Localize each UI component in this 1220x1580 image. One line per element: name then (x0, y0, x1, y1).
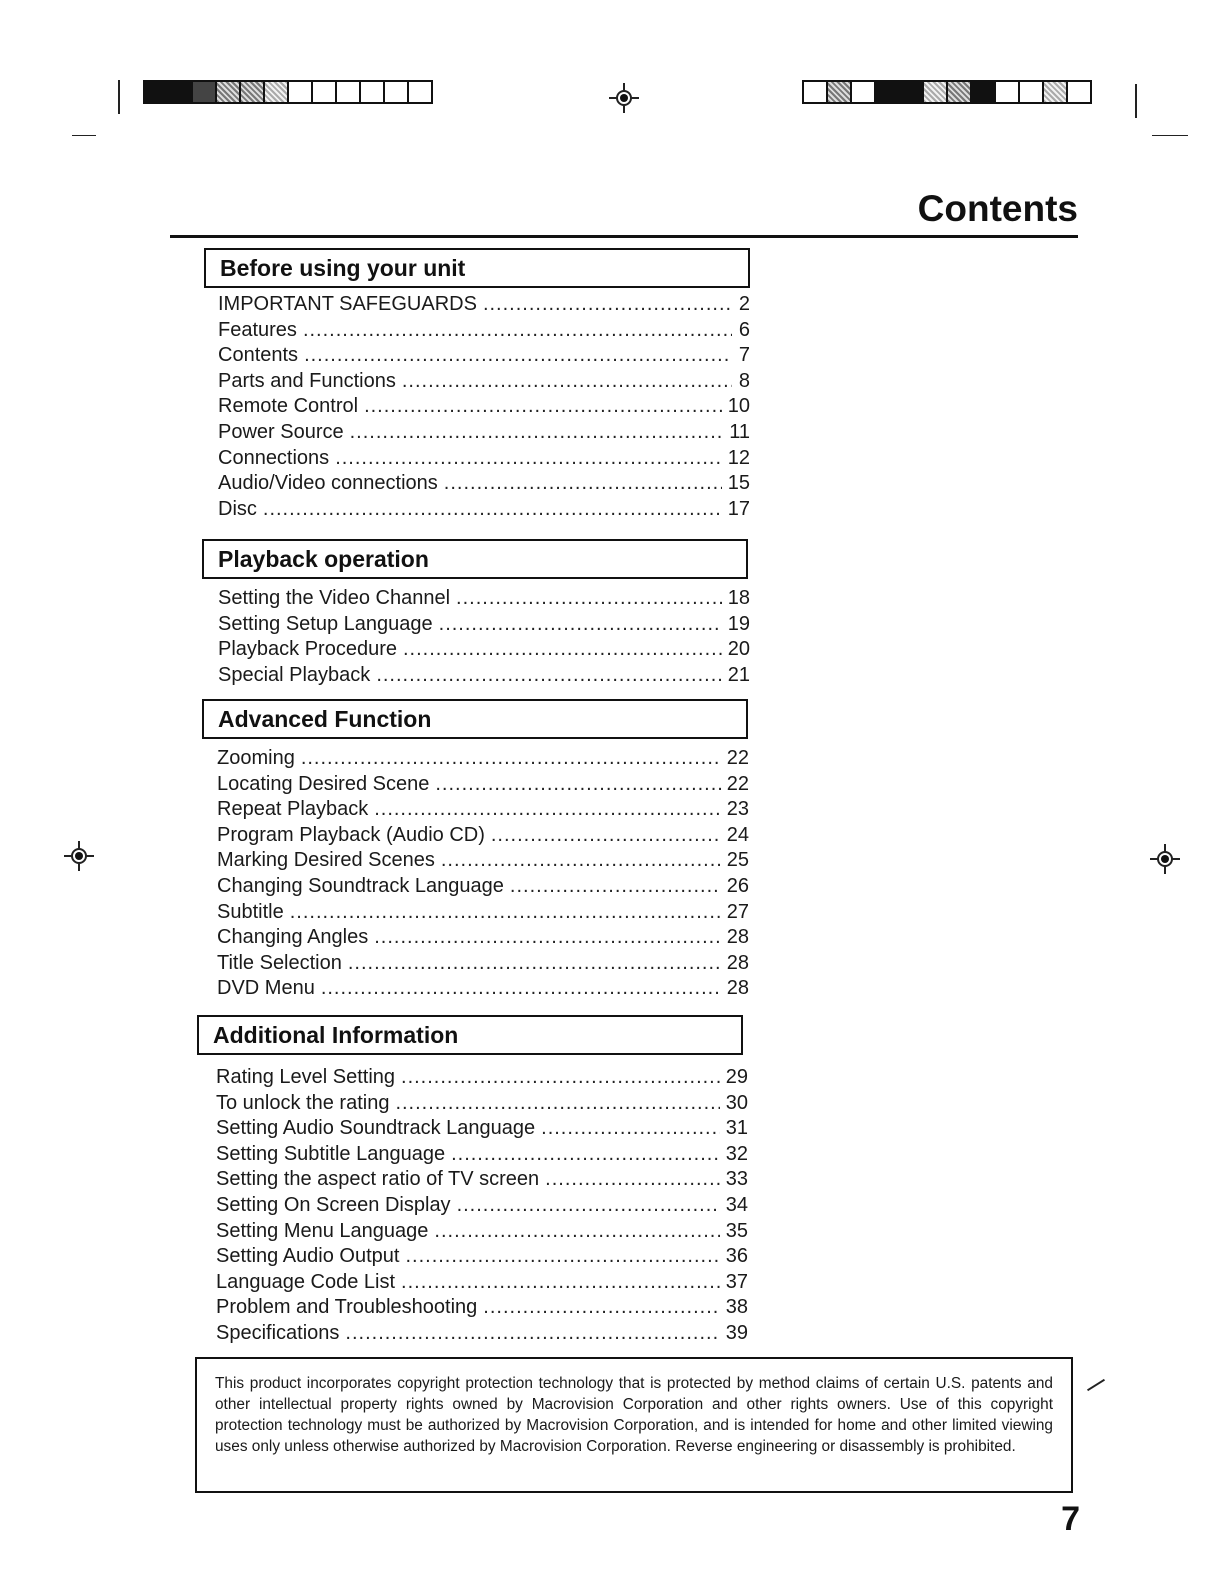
leader-dots (545, 1167, 720, 1193)
leader-dots (444, 471, 722, 497)
toc-item[interactable] (216, 1116, 748, 1142)
leader-dots (439, 612, 722, 638)
toc-item-label: To unlock the rating (216, 1091, 390, 1114)
toc-item-label: Contents (218, 344, 299, 367)
leader-dots (405, 1244, 719, 1270)
color-registration-bar-left (143, 80, 431, 104)
section-heading-additional: Additional Information (197, 1015, 743, 1055)
leader-dots (335, 446, 722, 472)
leader-dots (301, 746, 721, 772)
toc-item[interactable] (216, 1321, 748, 1347)
toc-item-page: 39 (725, 1321, 748, 1344)
toc-item-page: 23 (726, 798, 749, 821)
toc-item-page: 38 (725, 1296, 748, 1319)
leader-dots (510, 874, 721, 900)
leader-dots (401, 1065, 720, 1091)
leader-dots (304, 343, 732, 369)
leader-dots (376, 663, 721, 689)
toc-item-page: 32 (725, 1142, 748, 1165)
toc-item-label: Locating Desired Scene (217, 772, 430, 795)
toc-item[interactable] (217, 925, 749, 951)
toc-item[interactable] (217, 976, 749, 1002)
leader-dots (483, 292, 732, 318)
toc-item[interactable] (218, 394, 750, 420)
leader-dots (451, 1142, 720, 1168)
registration-target-icon (1150, 844, 1180, 874)
toc-item-label: Setting Setup Language (218, 612, 433, 635)
toc-item-page: 10 (727, 395, 750, 418)
toc-item-page: 17 (727, 497, 750, 520)
toc-item-label: Setting On Screen Display (216, 1193, 451, 1216)
toc-item-page: 6 (738, 318, 750, 341)
toc-item-label: Language Code List (216, 1270, 396, 1293)
toc-item-page: 27 (726, 900, 749, 923)
leader-dots (303, 318, 732, 344)
toc-item-page: 2 (738, 293, 750, 315)
toc-item[interactable] (216, 1167, 748, 1193)
toc-item[interactable] (217, 746, 749, 772)
toc-item-page: 36 (725, 1245, 748, 1268)
toc-item-label: Setting Subtitle Language (216, 1142, 446, 1165)
leader-dots (457, 1193, 720, 1219)
toc-item[interactable] (216, 1193, 748, 1219)
toc-item-label: Repeat Playback (217, 798, 369, 821)
toc-item[interactable] (218, 637, 750, 663)
toc-item-label: Features (218, 318, 297, 341)
leader-dots (374, 797, 721, 823)
leader-dots (491, 823, 721, 849)
toc-item-page: 12 (727, 446, 750, 469)
toc-item-page: 22 (726, 772, 749, 795)
toc-item-page: 22 (726, 747, 749, 769)
toc-item-page: 33 (725, 1168, 748, 1191)
section-heading-before-using: Before using your unit (204, 248, 750, 288)
page-number: 7 (1061, 1500, 1080, 1538)
toc-item-label: Special Playback (218, 663, 371, 686)
crop-mark (1152, 135, 1188, 136)
leader-dots (395, 1091, 719, 1117)
toc-item-label: Setting the Video Channel (218, 587, 451, 609)
leader-dots (290, 900, 721, 926)
toc-item-page: 31 (725, 1117, 748, 1140)
toc-item-label: Setting Audio Soundtrack Language (216, 1117, 536, 1140)
color-registration-bar-right (802, 80, 1090, 104)
toc-item-label: DVD Menu (217, 977, 315, 1000)
toc-item[interactable] (216, 1244, 748, 1270)
toc-item-page: 7 (738, 344, 750, 367)
title-underline (170, 235, 1078, 238)
toc-item-label: Rating Level Setting (216, 1066, 396, 1088)
toc-item-label: Specifications (216, 1321, 340, 1344)
toc-item-page: 11 (729, 420, 750, 443)
toc-item[interactable] (218, 420, 750, 446)
toc-item[interactable] (216, 1295, 748, 1321)
leader-dots (402, 369, 732, 395)
toc-item[interactable] (217, 951, 749, 977)
toc-item-label: Power Source (218, 420, 344, 443)
toc-item[interactable] (218, 446, 750, 472)
toc-item-page: 30 (725, 1091, 748, 1114)
crop-mark (72, 135, 96, 136)
toc-item-label: Problem and Troubleshooting (216, 1296, 478, 1319)
toc-item-page: 21 (727, 663, 750, 686)
toc-item[interactable] (218, 318, 750, 344)
leader-dots (541, 1116, 720, 1142)
toc-list-additional (216, 1065, 748, 1347)
toc-item[interactable] (216, 1219, 748, 1245)
crop-mark (1135, 84, 1137, 118)
toc-item-page: 15 (727, 472, 750, 495)
leader-dots (374, 925, 721, 951)
toc-item-label: Changing Soundtrack Language (217, 874, 504, 897)
toc-item-label: Audio/Video connections (218, 472, 438, 495)
toc-list-playback (218, 586, 750, 688)
toc-item-label: Zooming (217, 747, 295, 769)
toc-item[interactable] (217, 848, 749, 874)
toc-item-label: Setting Menu Language (216, 1219, 429, 1242)
toc-item[interactable] (217, 823, 749, 849)
toc-item-page: 24 (726, 823, 749, 846)
toc-item[interactable] (216, 1065, 748, 1091)
toc-item-page: 25 (726, 849, 749, 872)
toc-item-page: 20 (727, 638, 750, 661)
registration-target-icon (64, 841, 94, 871)
toc-item-label: Connections (218, 446, 330, 469)
toc-item-page: 28 (726, 926, 749, 949)
toc-item-label: Changing Angles (217, 926, 369, 949)
toc-item-label: Program Playback (Audio CD) (217, 823, 485, 846)
leader-dots (441, 848, 721, 874)
toc-item-page: 29 (725, 1066, 748, 1088)
pen-mark (1087, 1379, 1105, 1391)
toc-item[interactable] (218, 369, 750, 395)
toc-item-page: 8 (738, 369, 750, 392)
leader-dots (350, 420, 724, 446)
toc-item-page: 28 (726, 951, 749, 974)
toc-item-label: Disc (218, 497, 257, 520)
toc-item-label: Remote Control (218, 395, 359, 418)
toc-item-page: 26 (726, 874, 749, 897)
toc-item[interactable] (218, 497, 750, 523)
leader-dots (434, 1219, 719, 1245)
leader-dots (456, 586, 722, 612)
toc-item-page: 34 (725, 1193, 748, 1216)
toc-item-label: Parts and Functions (218, 369, 396, 392)
toc-item[interactable] (218, 663, 750, 689)
toc-item-label: IMPORTANT SAFEGUARDS (218, 293, 477, 315)
crop-mark (118, 80, 120, 114)
toc-item[interactable] (218, 292, 750, 318)
toc-item[interactable] (218, 343, 750, 369)
leader-dots (263, 497, 722, 523)
leader-dots (435, 772, 720, 798)
toc-item[interactable] (218, 471, 750, 497)
toc-item[interactable] (217, 874, 749, 900)
section-heading-playback: Playback operation (202, 539, 748, 579)
leader-dots (403, 637, 722, 663)
copyright-notice: This product incorporates copyright protection technology that is protected by method claims of certain U.S. patents and other intellectual property rights owned by Macrovision Corporation and other rights owners. Use of this copyright protection technology must be authorized by Macrovision Corporation, and is intended for home and other limited viewing uses only unless otherwise authorized by Macrovision Corporation. Reverse engineering or disassembly is prohibited. (195, 1357, 1073, 1493)
toc-list-advanced (217, 746, 749, 1002)
section-heading-advanced: Advanced Function (202, 699, 748, 739)
toc-item[interactable] (217, 900, 749, 926)
toc-item-page: 37 (725, 1270, 748, 1293)
leader-dots (483, 1295, 719, 1321)
leader-dots (321, 976, 721, 1002)
leader-dots (345, 1321, 719, 1347)
leader-dots (364, 394, 722, 420)
toc-item[interactable] (217, 772, 749, 798)
page-title: Contents (917, 188, 1078, 229)
toc-item[interactable] (216, 1270, 748, 1296)
toc-item-page: 19 (727, 612, 750, 635)
toc-item-label: Playback Procedure (218, 638, 397, 661)
toc-item[interactable] (217, 797, 749, 823)
toc-list-before-using (218, 292, 750, 522)
toc-item-page: 28 (726, 977, 749, 1000)
leader-dots (348, 951, 721, 977)
registration-target-icon (609, 83, 639, 113)
toc-item-page: 18 (727, 587, 750, 609)
toc-item[interactable] (216, 1142, 748, 1168)
toc-item-label: Title Selection (217, 951, 342, 974)
toc-item-label: Marking Desired Scenes (217, 849, 435, 872)
leader-dots (401, 1270, 720, 1296)
toc-item[interactable] (216, 1091, 748, 1117)
toc-item-label: Subtitle (217, 900, 284, 923)
toc-item-label: Setting the aspect ratio of TV screen (216, 1168, 540, 1191)
toc-item[interactable] (218, 586, 750, 612)
toc-item[interactable] (218, 612, 750, 638)
toc-item-page: 35 (725, 1219, 748, 1242)
toc-item-label: Setting Audio Output (216, 1245, 400, 1268)
